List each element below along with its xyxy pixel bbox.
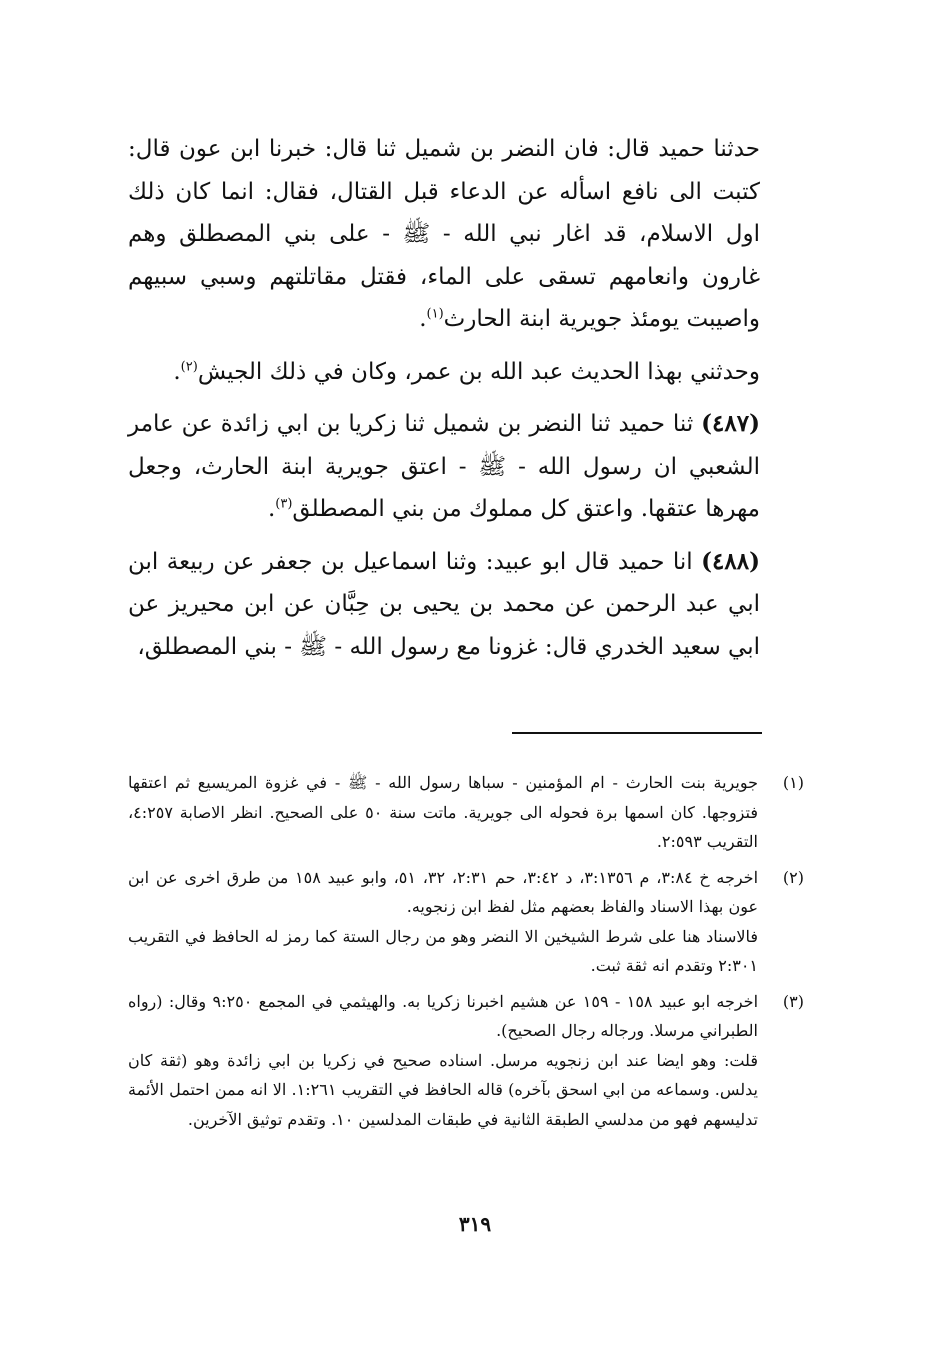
footnote-marker: (٢) [180, 358, 198, 374]
hadith-number: (٤٨٨) [701, 547, 760, 575]
footnote-number: (٣) [782, 991, 804, 1011]
main-text-block [128, 128, 760, 678]
paragraph-text: حدثنا حميد قال: فان النضر بن شميل ثنا قال: خبرنا ابن عون قال: كتبت الى نافع اسأله عن الدعاء قبل القتال، فقال: انما كان ذلك اول الاسلام، قد اغار نبي الله - ﷺ - على بني المصطلق وهم غارون وانعامهم تسقى على الماء، فقتل مقاتلتهم وسبي سبيهم واصيبت يومئذ جويرية ابنة الحارث [128, 136, 760, 332]
hadith-488 [128, 541, 760, 669]
paragraph-text: ثنا حميد ثنا النضر بن شميل ثنا زكريا بن ابي زائدة عن عامر الشعبي ان رسول الله - ﷺ - اعتق جويرية ابنة الحارث، وجعل مهرها عتقها. واعتق كل مملوك من بني المصطلق [128, 411, 760, 522]
footnote-divider [512, 732, 762, 734]
footnote-line: اخرجه ابو عبيد ١٥٨ - ١٥٩ عن هشيم اخبرنا زكريا به. والهيثمي في المجمع ٩:٢٥٠ وقال: (رواه الطبراني مرسلا. ورجاله رجال الصحيح). [128, 991, 759, 1040]
hadith-number: (٤٨٧) [701, 410, 760, 437]
footnote-body [128, 987, 758, 1135]
footnote-1 [128, 768, 804, 857]
footnote-body [128, 863, 758, 981]
paragraph-1: حدثنا حميد قال: فان النضر بن شميل ثنا قال: خبرنا ابن عون قال: كتبت الى نافع اسأله عن الدعاء قبل القتال، فقال: انما كان ذلك اول الاسلام، قد اغار نبي الله - ﷺ - على بني المصطلق وهم غارون وانعامهم تسقى على الماء، فقتل مقاتلتهم وسبي سبيهم واصيبت يومئذ جويرية ابنة الحارث$^{(١)}$. [128, 136, 760, 332]
footnote-line: فالاسناد هنا على شرط الشيخين الا النضر وهو من رجال الستة كما رمز له الحافظ في التقريب ٢:٣٠١ وتقدم انه ثقة ثبت. [128, 926, 758, 975]
hadith-487: (٤٨٧) ثنا حميد ثنا النضر بن شميل ثنا زكريا بن ابي زائدة عن عامر الشعبي ان رسول الله - ﷺ - اعتق جويرية ابنة الحارث، وجعل مهرها عتقها. واعتق كل مملوك من بني المصطلق$^{(٣)}$. [128, 410, 760, 522]
footnote-number: (١) [782, 773, 804, 792]
paragraph-text: انا حميد قال ابو عبيد: وثنا اسماعيل بن جعفر عن ربيعة ابن ابي عبد الرحمن عن محمد بن يحيى بن حِبَّان عن ابن محيريز عن ابي سعيد الخدري قال: غزونا مع رسول الله - ﷺ - بني المصطلق، [128, 548, 760, 660]
paragraph-text: وحدثني بهذا الحديث عبد الله بن عمر، وكان في ذلك الجيش [197, 358, 760, 385]
footnote-line: جويرية بنت الحارث - ام المؤمنين - سباها رسول الله - ﷺ - في غزوة المريسيع ثم اعتقها فتزوجها. كان اسمها برة فحوله الى جويرية. ماتت سنة ٥٠ على الصحيح. انظر الاصابة ٤:٢٥٧، التقريب ٢:٥٩٣. [128, 773, 758, 851]
paragraph-2: وحدثني بهذا الحديث عبد الله بن عمر، وكان في ذلك الجيش$^{(٢)}$. [173, 358, 760, 385]
footnote-marker: (١) [426, 306, 444, 322]
footnote-line: قلت: وهو ايضا عند ابن زنجويه مرسل. اسناده صحيح في زكريا بن ابي زائدة وهو (ثقة كان يدلس. وسماعه من ابي اسحق بآخره) قاله الحافظ في التقريب ١:٢٦١. الا انه ممن احتمل الأئمة تدليسهم فهو من مدلسي الطبقة الثانية في طبقات المدلسين ١٠. وتقدم توثيق الآخرين. [128, 1050, 759, 1129]
footnote-marker: (٣) [275, 496, 293, 512]
footnote-line: اخرجه خ ٣:٨٤، م ٣:١٣٥٦، د ٣:٤٢، حم ٢:٣١، ٣٢، ٥١، وابو عبيد ١٥٨ من طرق اخرى عن ابن عون بهذا الاسناد والفاظ بعضهم مثل لفظ ابن زنجويه. [128, 867, 759, 916]
page-number: ٣١٩ [458, 1212, 492, 1236]
footnote-body [128, 768, 758, 857]
footnote-number: (٢) [782, 867, 804, 887]
footnote-2 [128, 863, 804, 981]
footnotes-section [128, 768, 804, 1140]
footnote-3 [128, 987, 804, 1135]
